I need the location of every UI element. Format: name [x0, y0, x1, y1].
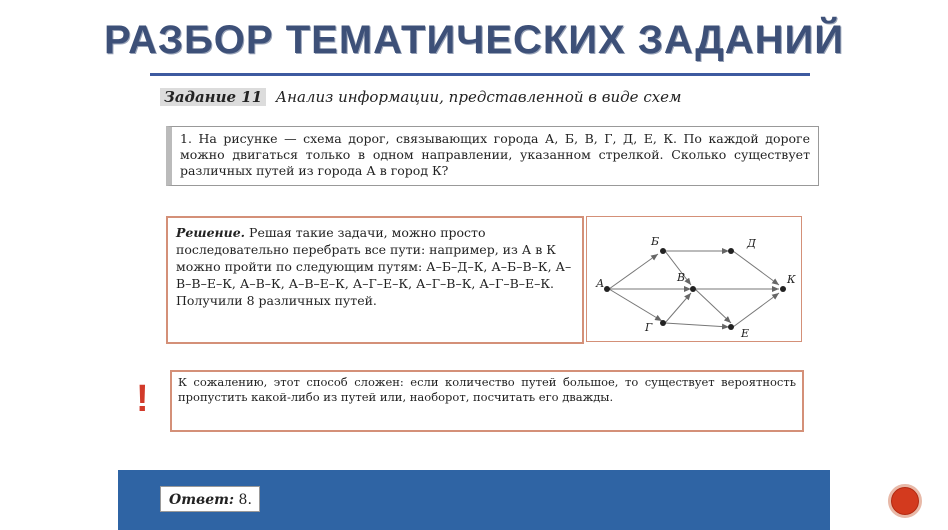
node-b	[660, 248, 666, 254]
road-diagram-svg	[587, 217, 801, 341]
edge-a-b	[609, 254, 658, 289]
warning-icon: !	[136, 378, 149, 420]
title-divider	[150, 73, 810, 76]
node-g	[660, 320, 666, 326]
label-v: В	[677, 271, 686, 284]
node-k	[780, 286, 786, 292]
edge-e-k	[733, 293, 779, 327]
node-v	[690, 286, 696, 292]
label-e: Е	[741, 327, 750, 340]
label-a: А	[596, 277, 605, 290]
label-g: Г	[645, 321, 653, 334]
warning-box	[170, 370, 804, 432]
edge-v-e	[695, 289, 731, 323]
label-d: Д	[747, 237, 756, 250]
solution-label: Решение.	[176, 225, 246, 240]
node-d	[728, 248, 734, 254]
task-number: Задание 11	[160, 88, 266, 106]
road-diagram	[586, 216, 802, 342]
edge-g-v	[665, 293, 691, 323]
edge-d-k	[733, 251, 779, 285]
next-slide-button[interactable]	[888, 484, 922, 518]
answer-label: Ответ:	[169, 492, 235, 508]
edge-a-g	[609, 289, 662, 321]
problem-box	[166, 126, 819, 186]
label-k: К	[787, 273, 796, 286]
solution-result: Получили 8 различных путей.	[176, 293, 377, 308]
edge-g-e	[665, 323, 729, 327]
solution-box	[166, 216, 584, 344]
task-subtitle	[160, 88, 682, 106]
node-a	[604, 286, 610, 292]
node-e	[728, 324, 734, 330]
task-topic: Анализ информации, представленной в виде схем	[275, 88, 682, 106]
solution-body: Решая такие задачи, можно просто последовательно перебрать все пути: например, из А в К можно пройти по следующим путям: А–Б–Д–К, А–Б–В–К, А–В–В–Е–К, А–В–К, А–В–Е–К, А–Г–Е–К, А–Г–В–К, А–Г–В–Е–К.	[176, 225, 572, 291]
solution-text	[176, 224, 574, 309]
page-title: РАЗБОР ТЕМАТИЧЕСКИХ ЗАДАНИЙ	[103, 18, 845, 62]
problem-text: 1. На рисунке — схема дорог, связывающих города А, Б, В, Г, Д, Е, К. По каждой дороге можно двигаться только в одном направлении, указанном стрелкой. Сколько существует различных путей из города А в город К?	[180, 131, 810, 178]
answer-box	[160, 486, 260, 512]
answer-value: 8.	[238, 492, 252, 508]
label-b: Б	[651, 235, 660, 248]
warning-text: К сожалению, этот способ сложен: если количество путей большое, то существует вероятность пропустить какой-либо из путей или, наоборот, посчитать его дважды.	[178, 375, 796, 404]
